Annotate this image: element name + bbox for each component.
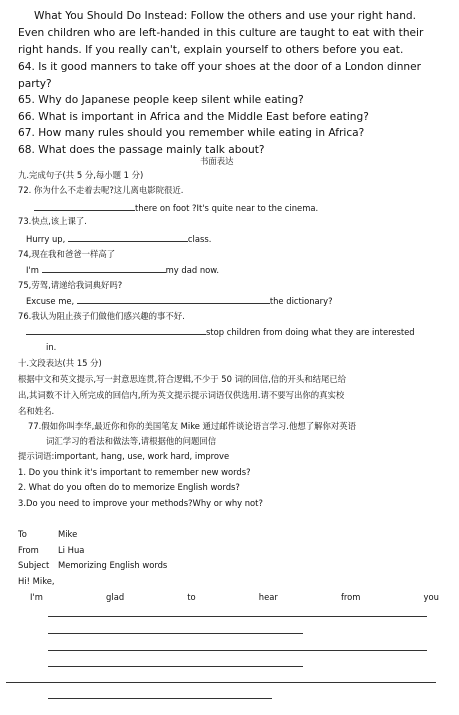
hint-question-3: 3.Do you need to improve your methods?Why or why not? [18, 498, 263, 508]
hint-question-2: 2. What do you often do to memorize English words? [18, 482, 240, 492]
q76-prompt: 76.我认为阻止孩子们做他们感兴趣的事不好. [18, 311, 185, 321]
opening-word: to [187, 592, 196, 602]
answer-line[interactable] [48, 616, 427, 617]
q74-line [26, 263, 219, 276]
q73-blank[interactable] [68, 232, 188, 242]
part9-heading: 九.完成句子(共 5 分,每小题 1 分) [18, 170, 144, 180]
opening-word: you [423, 592, 439, 602]
q76-end: in. [46, 342, 57, 352]
passage-line-3: right hands. If you really can't, explain yourself to others before you eat. [18, 44, 404, 56]
q76-blank[interactable] [26, 325, 206, 335]
answer-line[interactable] [48, 650, 427, 651]
q75-prompt: 75,劳驾,请递给我词典好吗? [18, 280, 123, 290]
q74-blank[interactable] [42, 263, 166, 273]
q74-prompt: 74,现在我和爸爸一样高了 [18, 249, 116, 259]
q73-suffix: class. [187, 234, 212, 244]
email-subject-label: Subject [18, 560, 50, 570]
task-line-1: 77.假如你叫李华,最近你和你的美国笔友 Mike 通过邮件谈论语言学习.他想了解你对英语 [28, 421, 356, 431]
q73-line [26, 232, 211, 245]
task-line-2: 词汇学习的看法和做法等,请根据他的问题回信 [46, 436, 217, 446]
section-title: 书面表达 [200, 156, 234, 166]
q75-blank[interactable] [77, 294, 270, 304]
q75-suffix: the dictionary? [269, 296, 333, 306]
email-greeting: Hi! Mike, [18, 576, 55, 586]
opening-word: hear [258, 592, 278, 602]
q76-english: stop children from doing what they are interested [206, 327, 415, 337]
q72-prompt: 72. 你为什么不走着去呢?这儿离电影院很近. [18, 185, 184, 195]
q72-english: there on foot ?It's quite near to the cinema. [135, 203, 319, 213]
email-to-label: To [18, 529, 27, 539]
question-67: 67. How many rules should you remember while eating in Africa? [18, 127, 365, 139]
q75-prefix: Excuse me, [26, 296, 75, 306]
q72-blank[interactable] [34, 201, 135, 211]
passage-line-2: Even children who are left-handed in this culture are taught to eat with their [18, 27, 424, 39]
hint-question-1: 1. Do you think it's important to remember new words? [18, 467, 251, 477]
question-65: 65. Why do Japanese people keep silent while eating? [18, 94, 304, 106]
email-to-value: Mike [58, 529, 78, 539]
answer-line[interactable] [6, 682, 436, 683]
opening-word: I'm [30, 592, 43, 602]
passage-line-1: What You Should Do Instead: Follow the others and use your right hand. [34, 10, 417, 22]
part10-heading: 十.文段表达(共 15 分) [18, 358, 102, 368]
hint-words: 提示词语:important, hang, use, work hard, improve [18, 451, 230, 461]
question-64-cont: party? [18, 78, 52, 90]
email-from-label: From [18, 545, 39, 555]
q75-line [26, 294, 333, 307]
q74-prefix: I'm [26, 265, 39, 275]
question-66: 66. What is important in Africa and the Middle East before eating? [18, 111, 369, 123]
answer-line[interactable] [48, 633, 303, 634]
question-64: 64. Is it good manners to take off your shoes at the door of a London dinner [18, 61, 421, 73]
instruction-line-3: 名和姓名. [18, 406, 55, 416]
q74-suffix: my dad now. [165, 265, 219, 275]
email-from-value: Li Hua [58, 545, 85, 555]
q73-prefix: Hurry up, [26, 234, 66, 244]
instruction-line-2: 出,其词数不计入所完成的回信内,所为英文提示提示词语仅供选用.请不要写出你的真实校 [18, 390, 345, 400]
q76-line [26, 325, 415, 338]
opening-word: glad [106, 592, 125, 602]
answer-line[interactable] [48, 698, 272, 699]
email-subject-value: Memorizing English words [58, 560, 168, 570]
question-68: 68. What does the passage mainly talk about? [18, 144, 265, 156]
email-opening-line [30, 591, 439, 603]
q73-prompt: 73.快点,该上课了. [18, 216, 87, 226]
answer-line[interactable] [48, 666, 303, 667]
q72-line [34, 201, 318, 214]
opening-word: from [340, 592, 361, 602]
instruction-line-1: 根据中文和英文提示,写一封意思连贯,符合逻辑,不少于 50 词的回信,信的开头和结尾已给 [18, 374, 347, 384]
